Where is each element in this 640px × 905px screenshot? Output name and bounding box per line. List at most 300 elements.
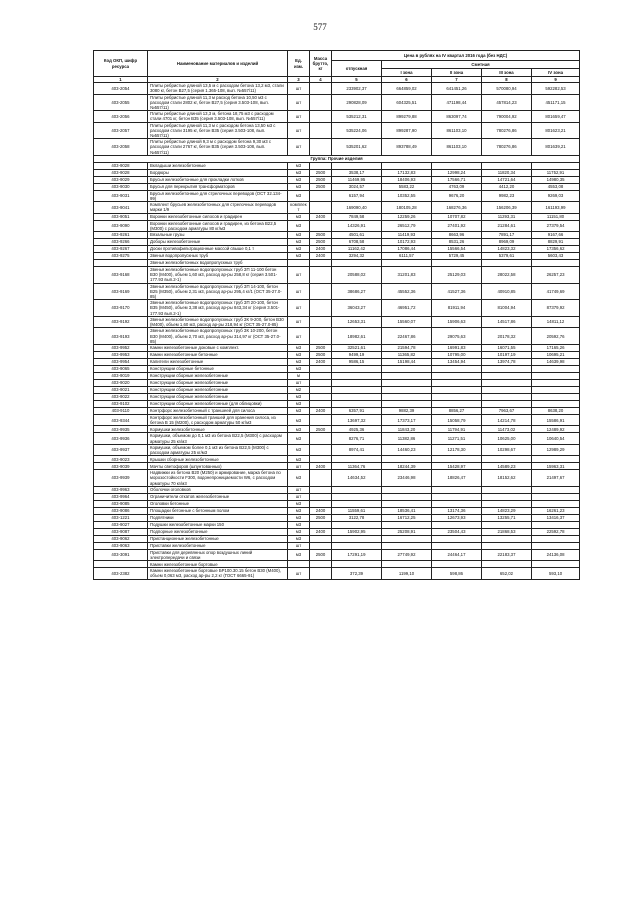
zone-3-price <box>482 260 532 267</box>
zone-2-price: 8663,96 <box>432 232 482 239</box>
zone-4-price: 15963,31 <box>532 463 580 470</box>
gross-mass: 2400 <box>310 246 332 253</box>
release-price: 32521,61 <box>332 344 382 351</box>
zone-4-price: 22592,78 <box>532 528 580 535</box>
gross-mass: 2500 <box>310 232 332 239</box>
material-name: Подпорные железобетонные <box>148 528 288 535</box>
table-row <box>94 94 580 111</box>
zone-1-price <box>382 386 432 393</box>
zone-1-price: 12259,26 <box>382 213 432 220</box>
unit: шт <box>288 493 310 500</box>
release-price <box>332 561 382 568</box>
zone-4-price: 21497,67 <box>532 470 580 487</box>
gross-mass: 2500 <box>310 169 332 176</box>
gross-mass: 2400 <box>310 253 332 260</box>
zone-2-price: 15058,79 <box>432 414 482 425</box>
unit <box>288 260 310 267</box>
material-name: Приставки для деревянных опор воздушных линий электропередачи и связи <box>148 549 288 560</box>
zone-1-price: 899279,88 <box>382 111 432 122</box>
unit: м3 <box>288 169 310 176</box>
table-row <box>94 246 580 253</box>
zone-1-price: 180105,28 <box>382 202 432 213</box>
zone-1-price <box>382 456 432 463</box>
zone-2-price: 168276,36 <box>432 202 482 213</box>
zone-2-price <box>432 535 482 542</box>
material-name: Звенья железобетонные водопропускных труб ЗК 10-200, бетон В30 (М400), объем 2,70 м3, расход ар-ры 314,97 кг (ОСТ 35-27.0-85) <box>148 328 288 345</box>
unit: м3 <box>288 393 310 400</box>
release-price <box>332 162 382 169</box>
column-number: 8 <box>482 77 532 83</box>
zone-4-price <box>532 456 580 463</box>
material-name: Воронки железобетонные силосов и градирен <box>148 213 288 220</box>
column-number: 9 <box>532 77 580 83</box>
material-name: Конструкции сборные железобетонные <box>148 372 288 379</box>
header-unit: Ед. изм. <box>288 51 310 77</box>
material-name: Вязальные грузы <box>148 232 288 239</box>
release-price: 13697,32 <box>332 414 382 425</box>
zone-4-price: 26257,23 <box>532 267 580 284</box>
table-row <box>94 365 580 372</box>
release-price: 290828,09 <box>332 94 382 111</box>
resource-code: 403-9030 <box>94 183 148 190</box>
zone-4-price: 11151,80 <box>532 213 580 220</box>
zone-2-price: 641451,26 <box>432 83 482 94</box>
release-price: 4501,61 <box>332 232 382 239</box>
zone-4-price: 17356,62 <box>532 246 580 253</box>
gross-mass: 2500 <box>310 239 332 246</box>
zone-1-price: 5583,22 <box>382 183 432 190</box>
zone-2-price: 861103,10 <box>432 139 482 156</box>
release-price: 372,39 <box>332 568 382 579</box>
zone-4-price <box>532 372 580 379</box>
zone-2-price <box>432 372 482 379</box>
gross-mass <box>310 535 332 542</box>
zone-1-price: 22467,86 <box>382 328 432 345</box>
release-price: 3024,57 <box>332 183 382 190</box>
zone-2-price: 12673,93 <box>432 514 482 521</box>
zone-2-price: 598,86 <box>432 568 482 579</box>
gross-mass <box>310 400 332 407</box>
gross-mass <box>310 260 332 267</box>
zone-3-price <box>482 521 532 528</box>
gross-mass: 2500 <box>310 549 332 560</box>
column-number: 4 <box>310 77 332 83</box>
release-price: 18982,61 <box>332 328 382 345</box>
gross-mass: 2400 <box>310 528 332 535</box>
release-price: 9499,19 <box>332 351 382 358</box>
release-price: 11559,61 <box>332 507 382 514</box>
release-price: 12653,31 <box>332 316 382 327</box>
unit: м3 <box>288 528 310 535</box>
unit: шт <box>288 300 310 317</box>
material-name: Камни железобетонные доковые с комплект. <box>148 344 288 351</box>
zone-2-price: 24464,17 <box>432 549 482 560</box>
release-price: 535224,06 <box>332 122 382 139</box>
release-price: 6708,58 <box>332 239 382 246</box>
release-price: 8974,41 <box>332 444 382 455</box>
zone-2-price: 8531,26 <box>432 239 482 246</box>
zone-4-price: 87379,92 <box>532 300 580 317</box>
unit: м2 <box>288 386 310 393</box>
resource-code: 403-9964 <box>94 493 148 500</box>
gross-mass <box>310 365 332 372</box>
table-row <box>94 500 580 507</box>
resource-code: 403-9028 <box>94 169 148 176</box>
resource-code: 403-9090 <box>94 220 148 231</box>
table-row <box>94 414 580 425</box>
unit: м <box>288 372 310 379</box>
gross-mass <box>310 568 332 579</box>
material-name: Воронки железобетонные силосов и градирен, из бетона В22,5 (М300) с расходом арматуры 80 кг/м3 <box>148 220 288 231</box>
zone-4-price: 8638,20 <box>532 407 580 414</box>
table-row <box>94 507 580 514</box>
release-price: 8276,71 <box>332 433 382 444</box>
zone-4-price <box>532 379 580 386</box>
zone-4-price <box>532 365 580 372</box>
zone-3-price: 14214,78 <box>482 414 532 425</box>
table-row <box>94 176 580 183</box>
unit: шт <box>288 328 310 345</box>
column-number: 6 <box>382 77 432 83</box>
table-row <box>94 463 580 470</box>
resource-code: 403-9193 <box>94 328 148 345</box>
zone-1-price: 10172,93 <box>382 239 432 246</box>
zone-1-price: 899287,90 <box>382 122 432 139</box>
table-row <box>94 213 580 220</box>
zone-3-price: 10298,67 <box>482 444 532 455</box>
release-price: 3294,32 <box>332 253 382 260</box>
zone-2-price: 18826,47 <box>432 470 482 487</box>
zone-1-price <box>382 486 432 493</box>
gross-mass <box>310 372 332 379</box>
gross-mass <box>310 444 332 455</box>
zone-4-price: 14811,12 <box>532 316 580 327</box>
zone-1-price: 11382,86 <box>382 433 432 444</box>
unit: м3 <box>288 213 310 220</box>
gross-mass <box>310 542 332 549</box>
zone-1-price <box>382 561 432 568</box>
zone-3-price: 8969,09 <box>482 239 532 246</box>
table-row <box>94 561 580 568</box>
resource-code: 403-9266 <box>94 239 148 246</box>
zone-2-price: 12998,24 <box>432 169 482 176</box>
zone-3-price: 570080,94 <box>482 83 532 94</box>
resource-code: 403-9275 <box>94 253 148 260</box>
resource-code: 403-9051 <box>94 213 148 220</box>
table-row <box>94 358 580 365</box>
gross-mass <box>310 393 332 400</box>
table-row <box>94 549 580 560</box>
zone-2-price: 16991,83 <box>432 344 482 351</box>
zone-1-price: 893788,49 <box>382 139 432 156</box>
zone-1-price: 18244,39 <box>382 463 432 470</box>
material-name: Комплект брусьев железобетонных для стрелочных переводов марки 1/9 <box>148 202 288 213</box>
gross-mass <box>310 379 332 386</box>
zone-1-price: 6111,57 <box>382 253 432 260</box>
zone-3-price: 5379,61 <box>482 253 532 260</box>
zone-3-price <box>482 542 532 549</box>
zone-3-price: 11473,02 <box>482 426 532 433</box>
resource-code: 403-9085 <box>94 500 148 507</box>
table-row <box>94 400 580 407</box>
resource-code: 403-9937 <box>94 444 148 455</box>
gross-mass <box>310 500 332 507</box>
unit: м3 <box>288 456 310 463</box>
column-number: 1 <box>94 77 148 83</box>
zone-3-price: 7963,67 <box>482 407 532 414</box>
page-number: 577 <box>313 22 327 32</box>
material-name: Конструкции сборные железобетонные <box>148 379 288 386</box>
gross-mass <box>310 328 332 345</box>
zone-2-price: 15906,63 <box>432 316 482 327</box>
gross-mass: 2500 <box>310 183 332 190</box>
zone-2-price <box>432 260 482 267</box>
zone-1-price: 1199,10 <box>382 568 432 579</box>
zone-4-price: 14980,35 <box>532 176 580 183</box>
gross-mass <box>310 162 332 169</box>
table-row <box>94 535 580 542</box>
resource-code: 403-9963 <box>94 486 148 493</box>
zone-2-price <box>432 521 482 528</box>
zone-1-price: 18536,41 <box>382 507 432 514</box>
unit: м3 <box>288 535 310 542</box>
zone-3-price: 156206,39 <box>482 202 532 213</box>
gross-mass: 2500 <box>310 351 332 358</box>
zone-1-price: 17373,17 <box>382 414 432 425</box>
gross-mass <box>310 561 332 568</box>
gross-mass <box>310 300 332 317</box>
resource-code: 403-9086 <box>94 507 148 514</box>
unit: м3 <box>288 246 310 253</box>
zone-3-price: 652,02 <box>482 568 532 579</box>
table-row <box>94 190 580 201</box>
material-name: Площадки бетонные с бетонным полом <box>148 507 288 514</box>
unit: шт <box>288 94 310 111</box>
release-price: 11364,76 <box>332 463 382 470</box>
material-name: Кормушки железобетонные <box>148 426 288 433</box>
zone-4-price: 11752,91 <box>532 169 580 176</box>
zone-3-price <box>482 393 532 400</box>
resource-code: 403-9344 <box>94 414 148 425</box>
zone-2-price <box>432 365 482 372</box>
table-row <box>94 183 580 190</box>
zone-1-price <box>382 372 432 379</box>
unit: м3 <box>288 426 310 433</box>
resource-code: 403-9936 <box>94 433 148 444</box>
zone-4-price: 12489,92 <box>532 426 580 433</box>
resource-code: 403-9102 <box>94 400 148 407</box>
zone-4-price: 15586,91 <box>532 414 580 425</box>
zone-1-price <box>382 493 432 500</box>
release-price <box>332 493 382 500</box>
zone-3-price: 21868,53 <box>482 528 532 535</box>
resource-code: 403-9170 <box>94 300 148 317</box>
zone-1-price: 25208,91 <box>382 528 432 535</box>
zone-1-price: 10352,55 <box>382 190 432 201</box>
zone-2-price: 861103,10 <box>432 122 482 139</box>
unit: шт <box>288 379 310 386</box>
release-price: 535212,31 <box>332 111 382 122</box>
table-group-row <box>94 155 580 162</box>
gross-mass <box>310 202 332 213</box>
zone-2-price: 23504,43 <box>432 528 482 535</box>
release-price: 17291,19 <box>332 549 382 560</box>
zone-4-price <box>532 500 580 507</box>
zone-4-price <box>532 561 580 568</box>
material-name: Звенья железобетонные водопропускных труб ЗП 20-100, бетон В35 (М450), объем 3,38 м3, расход ар-ры 843,34 кг (серия 3.501-177.93 вып.2-1) <box>148 300 288 317</box>
gross-mass: 2500 <box>310 426 332 433</box>
unit: м3 <box>288 470 310 487</box>
resource-code: 403-9031 <box>94 190 148 201</box>
zone-3-price: 11293,31 <box>482 213 532 220</box>
release-price: 20588,02 <box>332 267 382 284</box>
unit: м3 <box>288 400 310 407</box>
release-price: 15902,95 <box>332 528 382 535</box>
resource-code: 403-9087 <box>94 528 148 535</box>
table-row <box>94 493 580 500</box>
zone-3-price <box>482 493 532 500</box>
header-estimate: Сметная <box>382 61 580 69</box>
release-price <box>332 386 382 393</box>
zone-1-price: 16712,25 <box>382 514 432 521</box>
header-zone: II зона <box>432 69 482 77</box>
zone-1-price: 604325,51 <box>382 94 432 111</box>
zone-2-price: 25129,03 <box>432 267 482 284</box>
table-row <box>94 220 580 231</box>
unit: шт <box>288 542 310 549</box>
zone-2-price <box>432 542 482 549</box>
header-zone: IV зона <box>532 69 580 77</box>
table-row <box>94 260 580 267</box>
zone-4-price <box>532 542 580 549</box>
gross-mass <box>310 190 332 201</box>
zone-3-price: 16071,55 <box>482 344 532 351</box>
resource-code: 403-9062 <box>94 535 148 542</box>
release-price <box>332 372 382 379</box>
zone-1-price: 27749,92 <box>382 549 432 560</box>
material-name: Плиты ребристые длиной 11,3 м с расходом бетона 13,50 м3 с расходом стали 3195 кг, бетон В35 (серия 3.503-108, вып. №557/11) <box>148 122 288 139</box>
material-name: Конструкции сборные железобетонные <box>148 393 288 400</box>
zone-2-price: 17566,71 <box>432 176 482 183</box>
material-name: Контрфорс железобетонный траншей для хранения силоса, из бетона В 15 (М200), с расходом арматуры 50 кг/м3 <box>148 414 288 425</box>
material-name: Камни железобетонные бортовые БР100.30.15 бетон В30 (М400), объем 0,063 м3, расход ар-ры 2,2 кг (ГОСТ 6665-91) <box>148 568 288 579</box>
zone-3-price: 13255,71 <box>482 514 532 521</box>
zone-3-price: 4412,20 <box>482 183 532 190</box>
table-row <box>94 514 580 521</box>
zone-1-price <box>382 162 432 169</box>
unit: шт <box>288 83 310 94</box>
material-name: Звенья железобетонные водопропускных труб ЗП 11-100 бетон В30 (М400), объем 1,60 м3, расход ар-ры 258,8 кг (серия 3.501-177.93 вып.2-1) <box>148 267 288 284</box>
release-price <box>332 500 382 507</box>
table-row <box>94 83 580 94</box>
table-row <box>94 393 580 400</box>
release-price: 3538,17 <box>332 169 382 176</box>
material-name: Контрфорс железобетонный с траншеей для силоса <box>148 407 288 414</box>
unit: м3 <box>288 183 310 190</box>
zone-3-price: 457814,23 <box>482 94 532 111</box>
zone-4-price: 14639,98 <box>532 358 580 365</box>
zone-4-price: 801659,47 <box>532 111 580 122</box>
zone-2-price <box>432 486 482 493</box>
gross-mass <box>310 220 332 231</box>
gross-mass <box>310 111 332 122</box>
material-name: Капители железобетонные <box>148 358 288 365</box>
resource-code: 403-9021 <box>94 386 148 393</box>
zone-1-price: 664859,02 <box>382 83 432 94</box>
material-name: Вкладыши железобетонные <box>148 162 288 169</box>
table-row <box>94 351 580 358</box>
zone-4-price: 801639,21 <box>532 139 580 156</box>
zone-2-price: 8856,27 <box>432 407 482 414</box>
zone-2-price: 5729,45 <box>432 253 482 260</box>
zone-4-price: 20592,76 <box>532 328 580 345</box>
zone-3-price: 14823,32 <box>482 246 532 253</box>
unit: комплект <box>288 202 310 213</box>
zone-4-price <box>532 260 580 267</box>
zone-4-price: 593,10 <box>532 568 580 579</box>
zone-2-price: 13174,36 <box>432 507 482 514</box>
zone-2-price <box>432 561 482 568</box>
zone-2-price <box>432 386 482 393</box>
zone-4-price: 17165,26 <box>532 344 580 351</box>
table-row <box>94 316 580 327</box>
zone-3-price: 14721,64 <box>482 176 532 183</box>
material-name: Камни железобетонные бортовые <box>148 561 288 568</box>
unit: шт <box>288 568 310 579</box>
header-gross-mass: Масса брутто, кг <box>310 51 332 77</box>
resource-code: 403-2054 <box>94 83 148 94</box>
gross-mass <box>310 83 332 94</box>
zone-2-price <box>432 162 482 169</box>
zone-2-price: 9676,20 <box>432 190 482 201</box>
resource-code: 403-2056 <box>94 111 148 122</box>
material-name: Кормушки, объемом более 0,1 м3 из бетона В22,5 (М300) с расходом арматуры 25 кг/м3 <box>148 444 288 455</box>
resource-code: 403-2055 <box>94 94 148 111</box>
zone-1-price <box>382 400 432 407</box>
zone-1-price: 26512,79 <box>382 220 432 231</box>
unit: м3 <box>288 351 310 358</box>
zone-3-price <box>482 456 532 463</box>
resource-code: 403-9953 <box>94 351 148 358</box>
unit: м3 <box>288 433 310 444</box>
zone-2-price <box>432 493 482 500</box>
zone-3-price: 18152,62 <box>482 470 532 487</box>
zone-3-price: 13974,78 <box>482 358 532 365</box>
zone-4-price <box>532 486 580 493</box>
header-price-title: Цена в рублях на IV квартал 2016 года (без НДС) <box>332 51 580 61</box>
zone-2-price: 863097,74 <box>432 111 482 122</box>
table-row <box>94 328 580 345</box>
zone-1-price: 11419,93 <box>382 232 432 239</box>
table-row <box>94 283 580 300</box>
zone-1-price <box>382 521 432 528</box>
zone-4-price: 10640,54 <box>532 433 580 444</box>
zone-3-price <box>482 365 532 372</box>
table-row <box>94 162 580 169</box>
zone-4-price <box>532 535 580 542</box>
zone-1-price: 23446,98 <box>382 470 432 487</box>
zone-4-price <box>532 162 580 169</box>
unit: м3 <box>288 514 310 521</box>
table-row <box>94 111 580 122</box>
zone-3-price: 790004,92 <box>482 111 532 122</box>
unit: шт <box>288 463 310 470</box>
gross-mass: 2400 <box>310 407 332 414</box>
zone-1-price: 15560,07 <box>382 316 432 327</box>
zone-3-price <box>482 400 532 407</box>
zone-3-price: 81004,94 <box>482 300 532 317</box>
unit: м3 <box>288 190 310 201</box>
